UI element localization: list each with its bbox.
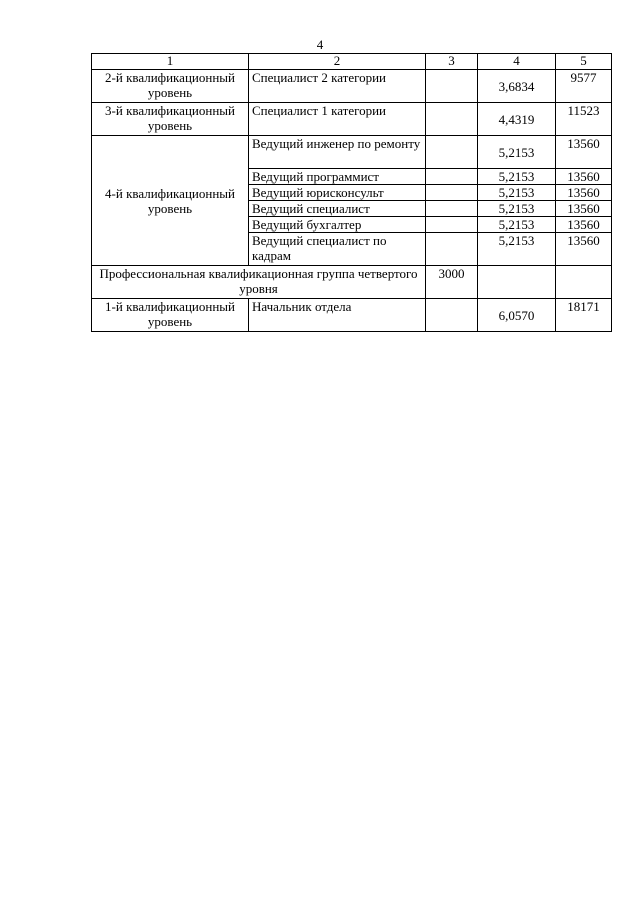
qualification-level-cell — [92, 299, 249, 332]
salary-cell: 13560 — [556, 136, 612, 169]
salary-cell: 9577 — [556, 70, 612, 103]
position-cell: Ведущий юрисконсульт — [249, 185, 426, 201]
base-salary-cell — [426, 233, 478, 266]
base-salary-cell — [426, 169, 478, 185]
base-salary-cell — [426, 201, 478, 217]
qualification-level-text: 1-й квалификационный уровень — [105, 299, 235, 329]
salary-cell: 11523 — [556, 103, 612, 136]
position-cell: Ведущий инженер по ремонту — [249, 136, 426, 169]
table-row — [92, 299, 612, 332]
qualification-level-cell — [92, 103, 249, 136]
coefficient-cell: 5,2153 — [478, 185, 556, 201]
coefficient-cell: 5,2153 — [478, 169, 556, 185]
qualification-group-title: Профессиональная квалификационная группа четвертого уровня — [92, 266, 426, 299]
coefficient-cell: 5,2153 — [478, 233, 556, 266]
salary-cell — [556, 266, 612, 299]
base-salary-cell — [426, 136, 478, 169]
salary-table — [91, 53, 612, 332]
qualification-level-text: 2-й квалификационный уровень — [105, 70, 235, 100]
salary-cell: 13560 — [556, 185, 612, 201]
salary-cell: 13560 — [556, 217, 612, 233]
qualification-level-text: 4-й квалификационный уровень — [105, 185, 235, 216]
qualification-level-cell — [92, 70, 249, 103]
base-salary-cell — [426, 217, 478, 233]
table-row — [92, 103, 612, 136]
position-cell: Ведущий специалист по кадрам — [249, 233, 426, 266]
position-cell: Начальник отдела — [249, 299, 426, 332]
column-header-5: 5 — [556, 54, 612, 70]
coefficient-cell — [478, 266, 556, 299]
qualification-level-cell — [92, 136, 249, 266]
column-header-3: 3 — [426, 54, 478, 70]
base-salary-cell — [426, 185, 478, 201]
position-cell: Ведущий бухгалтер — [249, 217, 426, 233]
coefficient-cell: 5,2153 — [478, 136, 556, 169]
coefficient-cell: 6,0570 — [478, 299, 556, 332]
page-number: 4 — [316, 37, 324, 52]
salary-cell: 18171 — [556, 299, 612, 332]
base-salary-cell: 3000 — [426, 266, 478, 299]
coefficient-cell: 4,4319 — [478, 103, 556, 136]
base-salary-cell — [426, 103, 478, 136]
column-header-4: 4 — [478, 54, 556, 70]
position-cell: Специалист 1 категории — [249, 103, 426, 136]
table-row — [92, 70, 612, 103]
coefficient-cell: 3,6834 — [478, 70, 556, 103]
salary-cell: 13560 — [556, 169, 612, 185]
coefficient-cell: 5,2153 — [478, 217, 556, 233]
base-salary-cell — [426, 70, 478, 103]
position-cell: Ведущий специалист — [249, 201, 426, 217]
qualification-level-text: 3-й квалификационный уровень — [105, 103, 235, 133]
salary-cell: 13560 — [556, 201, 612, 217]
column-header-2: 2 — [249, 54, 426, 70]
table-row — [92, 136, 612, 169]
salary-cell: 13560 — [556, 233, 612, 266]
table-group-row — [92, 266, 612, 299]
position-cell: Ведущий программист — [249, 169, 426, 185]
base-salary-cell — [426, 299, 478, 332]
coefficient-cell: 5,2153 — [478, 201, 556, 217]
position-cell: Специалист 2 категории — [249, 70, 426, 103]
column-header-1: 1 — [92, 54, 249, 70]
table-header-row — [92, 54, 612, 70]
